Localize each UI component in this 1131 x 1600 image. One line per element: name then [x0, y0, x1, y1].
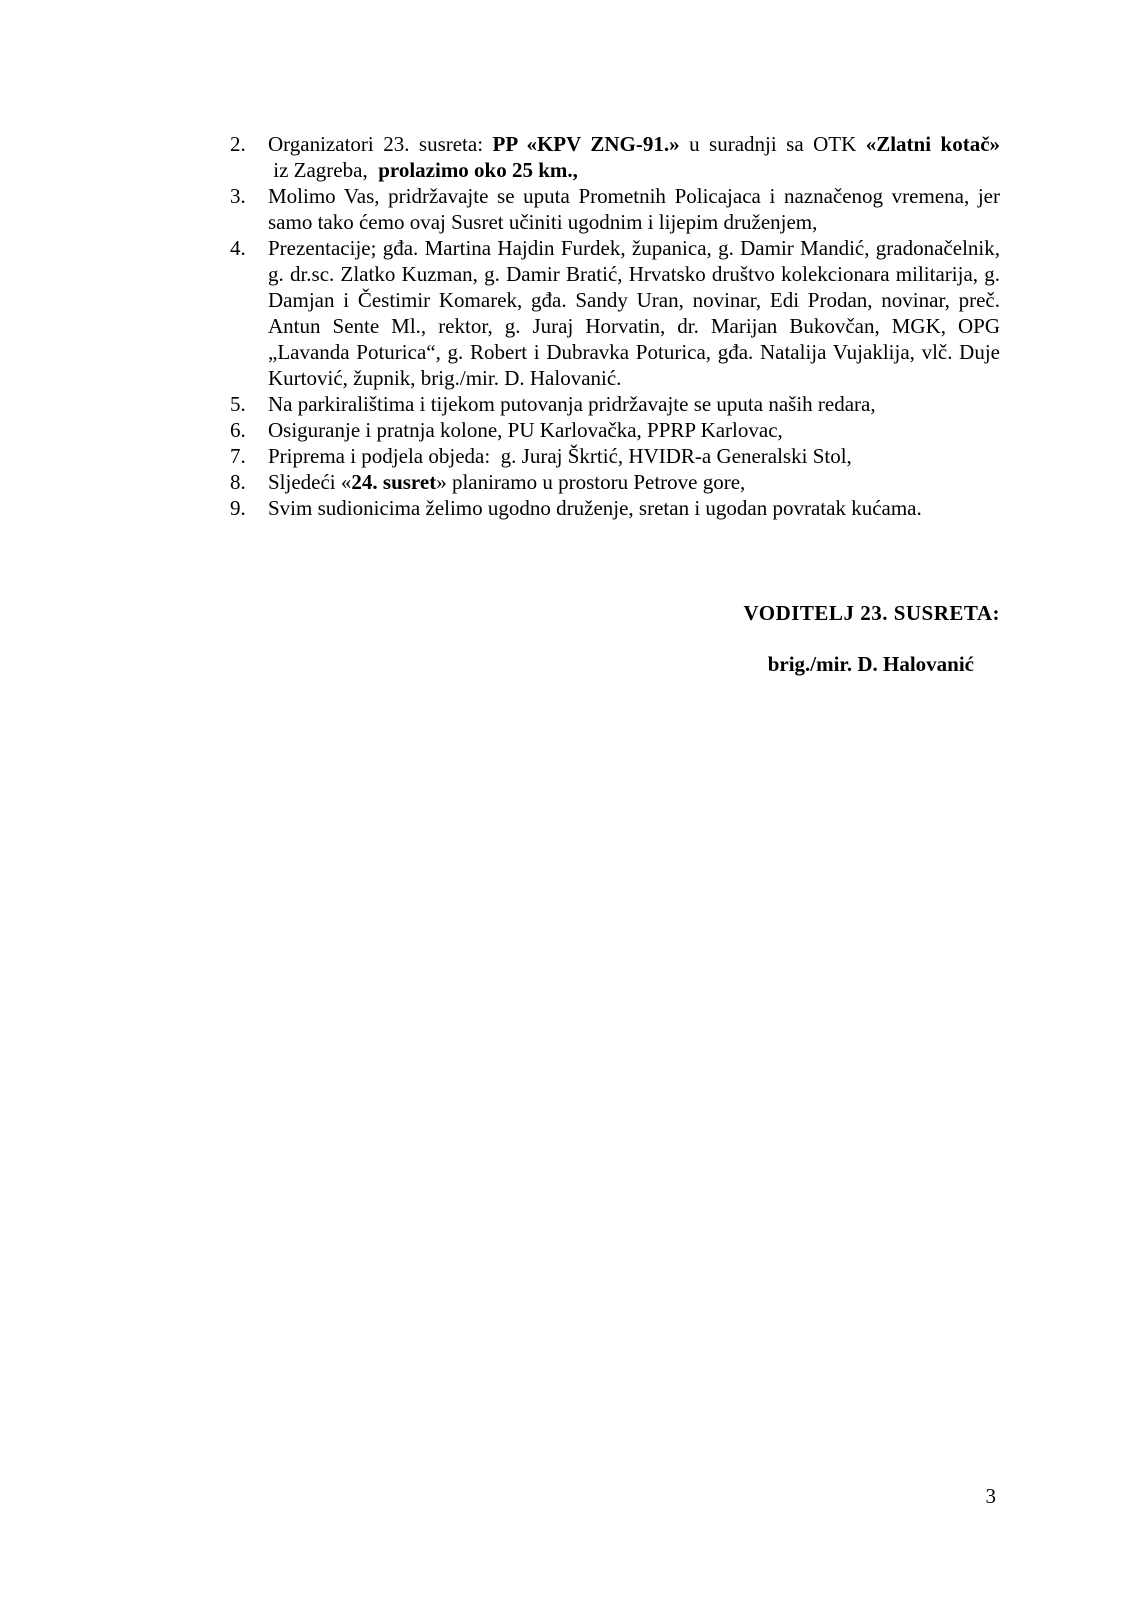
list-item — [230, 443, 1000, 469]
signature-name: brig./mir. D. Halovanić — [767, 652, 974, 676]
list-item-number: 5. — [230, 392, 246, 416]
list-item-number: 2. — [230, 132, 246, 156]
list-item — [230, 495, 1000, 521]
list-item-number: 8. — [230, 470, 246, 494]
route-distance: prolazimo oko 25 km., — [378, 158, 578, 182]
list-item-number: 3. — [230, 184, 246, 208]
numbered-list — [230, 131, 1000, 521]
list-item-number: 6. — [230, 418, 246, 442]
list-item-number: 7. — [230, 444, 246, 468]
partner-name: «Zlatni kotač» — [865, 132, 1001, 156]
list-item — [230, 131, 1000, 183]
list-item-text: Na parkiralištima i tijekom putovanja pridržavajte se uputa naših redara, — [268, 392, 876, 416]
list-item — [230, 391, 1000, 417]
list-item-text: Organizatori 23. susreta: PP «KPV ZNG-91.» u suradnji sa OTK «Zlatni kotač» iz Zagreba, prolazimo oko 25 km., — [268, 132, 1001, 182]
list-item — [230, 235, 1000, 391]
list-item — [230, 417, 1000, 443]
list-item-text: Osiguranje i pratnja kolone, PU Karlovačka, PPRP Karlovac, — [268, 418, 783, 442]
list-item — [230, 469, 1000, 495]
list-item-text: Priprema i podjela objeda: g. Juraj Škrtić, HVIDR-a Generalski Stol, — [268, 444, 852, 468]
organizer-name: PP «KPV ZNG-91.» — [492, 132, 680, 156]
page-number: 3 — [985, 1484, 996, 1508]
list-item-text: Svim sudionicima želimo ugodno druženje, sretan i ugodan povratak kućama. — [268, 496, 922, 520]
list-item-number: 9. — [230, 496, 246, 520]
list-item-text: Molimo Vas, pridržavajte se uputa Prometnih Policajaca i naznačenog vremena, jer samo tako ćemo ovaj Susret učiniti ugodnim i lijepim druženjem, — [268, 184, 1000, 234]
list-item-text: Sljedeći «24. susret» planiramo u prostoru Petrove gore, — [268, 470, 746, 494]
next-meeting: 24. susret — [351, 470, 437, 494]
list-item-text: Prezentacije; gđa. Martina Hajdin Furdek, županica, g. Damir Mandić, gradonačelnik, g. dr.sc. Zlatko Kuzman, g. Damir Bratić, Hrvatsko društvo kolekcionara militarija, g. Damjan i Čestimir Komarek, gđa. Sandy Uran, novinar, Edi Prodan, novinar, preč. Antun Sente Ml., rektor, g. Juraj Horvatin, dr. Marijan Bukovčan, MGK, OPG „Lavanda Poturica“, g. Robert i Dubravka Poturica, gđa. Natalija Vujaklija, vlč. Duje Kurtović, župnik, brig./mir. D. Halovanić. — [268, 236, 1000, 390]
list-item-number: 4. — [230, 236, 246, 260]
signature-title: VODITELJ 23. SUSRETA: — [743, 601, 1000, 625]
list-item — [230, 183, 1000, 235]
